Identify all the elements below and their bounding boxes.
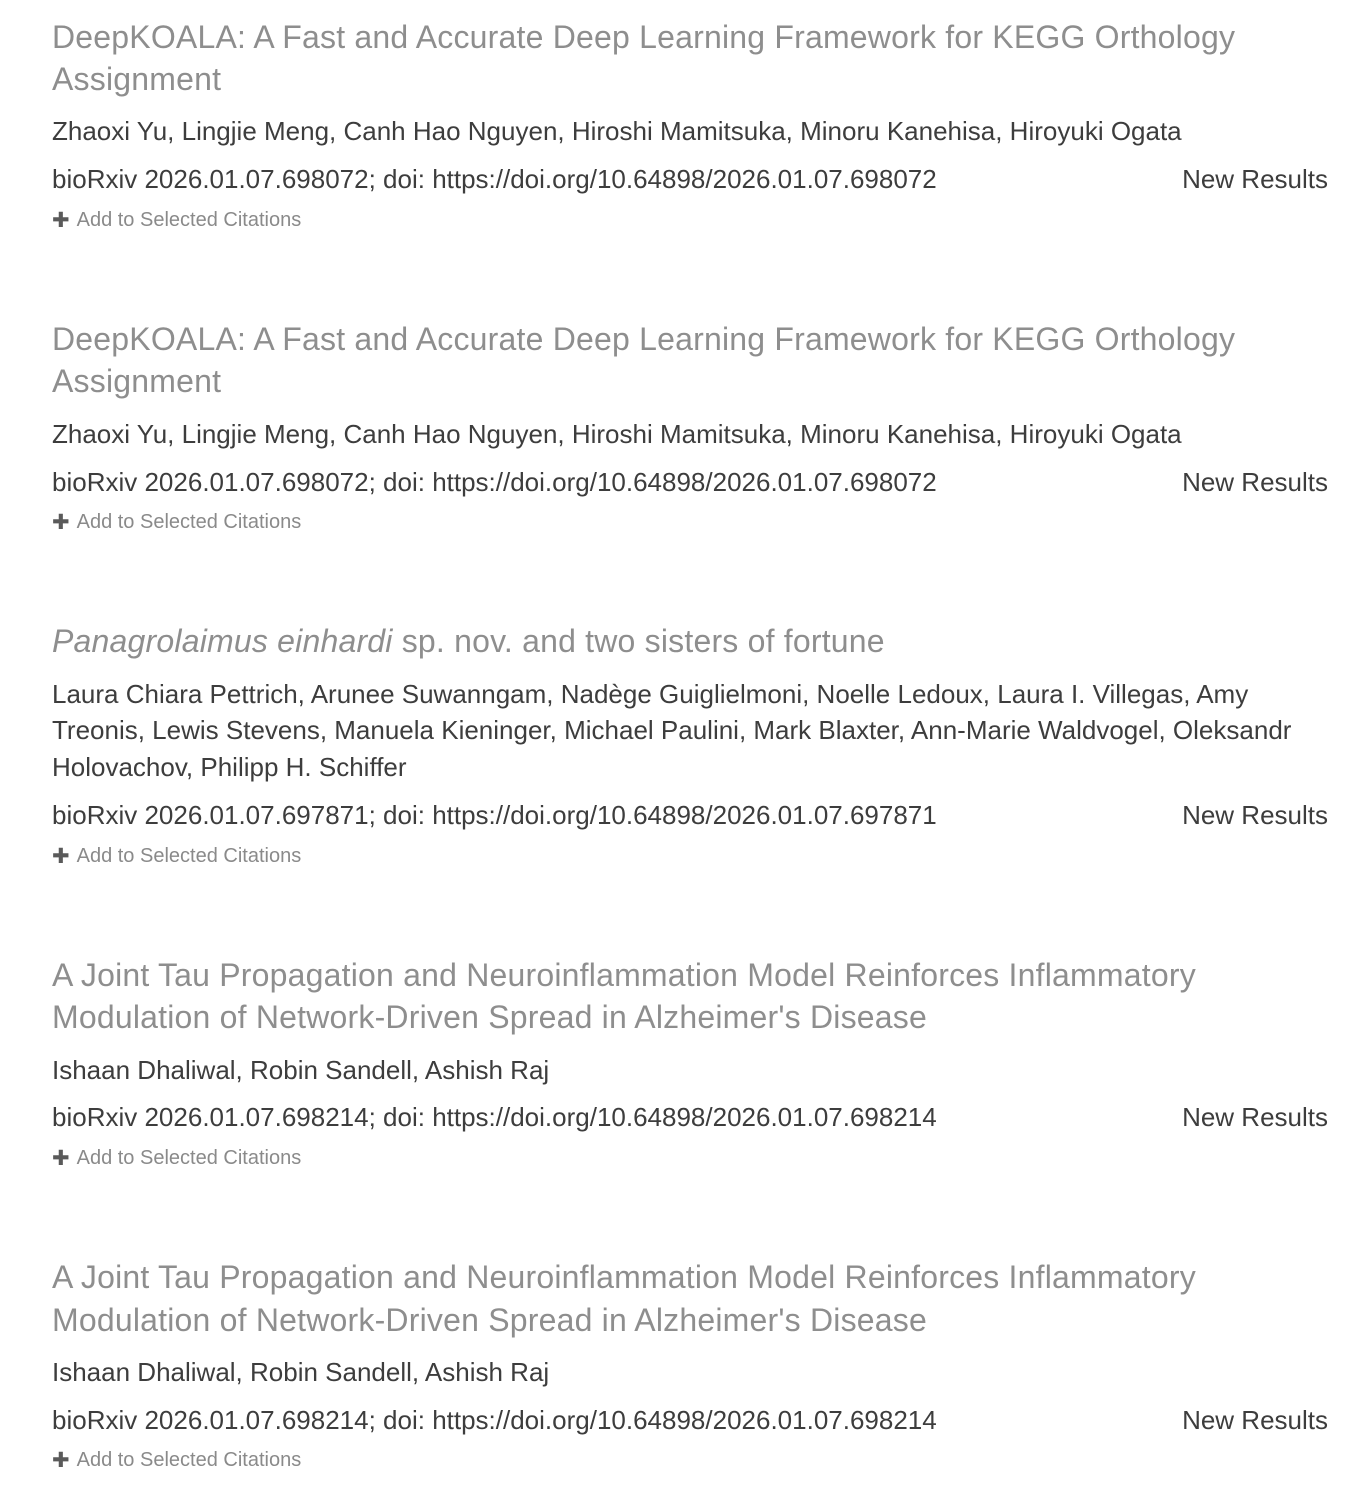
plus-icon: ✚ [52,209,70,233]
article-authors: Laura Chiara Pettrich, Arunee Suwanngam, Nadège Guiglielmoni, Noelle Ledoux, Laura I. Villegas, Amy Treonis, Lewis Stevens, Manuela Kieninger, Michael Paulini, Mark Blaxter, Ann-Marie Waldvogel, Oleksandr Holovachov, Philipp H. Schiffer [52,678,1292,783]
citation-text [52,799,937,833]
plus-icon: ✚ [52,511,70,535]
article-title-link[interactable] [52,1256,1328,1340]
add-to-selected-citations-link[interactable] [52,845,301,868]
citation-text [52,1404,937,1438]
doi-link[interactable]: https://doi.org/10.64898/2026.01.07.698214 [432,1102,937,1133]
search-result-entry [52,954,1328,1170]
article-title-text: sp. nov. and two sisters of fortune [392,623,885,660]
doi-link[interactable]: https://doi.org/10.64898/2026.01.07.697871 [432,800,937,831]
add-to-selected-citations-link[interactable] [52,1449,301,1472]
article-authors: Zhaoxi Yu, Lingjie Meng, Canh Hao Nguyen, Hiroshi Mamitsuka, Minoru Kanehisa, Hiroyuki Ogata [52,418,1182,449]
citation-row [52,799,1328,833]
article-authors: Ishaan Dhaliwal, Robin Sandell, Ashish Raj [52,1356,550,1387]
new-results-badge: New Results [1182,1102,1328,1133]
citation-row [52,466,1328,500]
citation-prefix: bioRxiv 2026.01.07.698072; doi: [52,466,433,497]
new-results-badge: New Results [1182,1404,1328,1435]
article-title-text: A Joint Tau Propagation and Neuroinflammation Model Reinforces Inflammatory Modulation of Network-Driven Spread in Alzheimer's Disease [52,1259,1196,1338]
citation-text [52,163,937,197]
citation-prefix: bioRxiv 2026.01.07.698214; doi: [52,1404,433,1435]
citation-row [52,1404,1328,1438]
doi-link[interactable]: https://doi.org/10.64898/2026.01.07.698072 [432,164,937,195]
add-to-selected-citations-link[interactable] [52,511,301,534]
citation-prefix: bioRxiv 2026.01.07.697871; doi: [52,800,433,831]
article-title-text: DeepKOALA: A Fast and Accurate Deep Learning Framework for KEGG Orthology Assignment [52,19,1236,98]
add-citation-label: Add to Selected Citations [76,209,302,232]
search-result-entry [52,1256,1328,1472]
new-results-badge: New Results [1182,466,1328,497]
citation-text [52,466,937,500]
doi-link[interactable]: https://doi.org/10.64898/2026.01.07.698072 [432,466,937,497]
citation-row [52,163,1328,197]
citation-text [52,1101,937,1135]
citation-prefix: bioRxiv 2026.01.07.698214; doi: [52,1102,433,1133]
article-title-link[interactable] [52,954,1328,1038]
article-title-text: A Joint Tau Propagation and Neuroinflammation Model Reinforces Inflammatory Modulation of Network-Driven Spread in Alzheimer's Disease [52,957,1196,1036]
search-result-entry [52,16,1328,232]
article-authors: Ishaan Dhaliwal, Robin Sandell, Ashish Raj [52,1054,550,1085]
article-title-link[interactable] [52,620,1328,662]
search-result-entry [52,318,1328,534]
article-title-text: DeepKOALA: A Fast and Accurate Deep Learning Framework for KEGG Orthology Assignment [52,321,1236,400]
article-authors: Zhaoxi Yu, Lingjie Meng, Canh Hao Nguyen, Hiroshi Mamitsuka, Minoru Kanehisa, Hiroyuki Ogata [52,116,1182,147]
plus-icon: ✚ [52,1147,70,1171]
article-title-link[interactable] [52,318,1328,402]
add-to-selected-citations-link[interactable] [52,209,301,232]
add-to-selected-citations-link[interactable] [52,1147,301,1170]
new-results-badge: New Results [1182,164,1328,195]
citation-prefix: bioRxiv 2026.01.07.698072; doi: [52,164,433,195]
add-citation-label: Add to Selected Citations [76,511,302,534]
plus-icon: ✚ [52,1449,70,1473]
add-citation-label: Add to Selected Citations [76,1147,302,1170]
article-title-link[interactable] [52,16,1328,100]
new-results-badge: New Results [1182,800,1328,831]
search-result-entry [52,620,1328,868]
add-citation-label: Add to Selected Citations [76,1449,302,1472]
article-title-italic-part: Panagrolaimus einhardi [52,623,393,660]
plus-icon: ✚ [52,845,70,869]
doi-link[interactable]: https://doi.org/10.64898/2026.01.07.698214 [432,1404,937,1435]
citation-row [52,1101,1328,1135]
add-citation-label: Add to Selected Citations [76,845,302,868]
